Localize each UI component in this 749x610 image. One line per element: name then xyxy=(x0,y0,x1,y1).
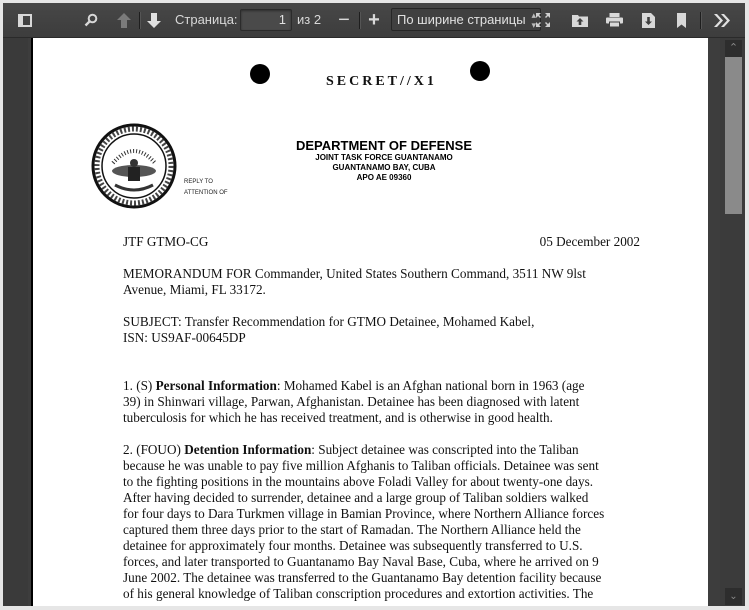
double-chevron-right-icon xyxy=(714,14,730,27)
select-arrows-icon: ▴ ▾ xyxy=(531,10,536,30)
classification-marking: SECRET//X1 xyxy=(326,74,437,89)
memo-for-line: MEMORANDUM FOR Commander, United States Southern Command, 3511 NW 9lst xyxy=(123,266,586,281)
letterhead-line: APO AE 09360 xyxy=(356,173,412,182)
toolbar xyxy=(3,3,745,38)
punch-hole xyxy=(470,61,490,81)
subject-line: ISN: US9AF-00645DP xyxy=(123,330,246,345)
zoom-select-value: По ширине страницы xyxy=(397,12,526,27)
arrow-down-icon xyxy=(147,13,161,28)
viewer-margin xyxy=(3,38,28,606)
paragraph-detention-information: 2. (FOUO) Detention Information: Subject detainee was conscripted into the Taliban because he was unable to pay five million Afghanis to Taliban officials. Detainee was sent to the fighting positions in the mountains above Foladi Valley for about twenty-one days. After having decided to surrender, detainee and a large group of Taliban soldiers walked for four days to Dara Turkmen village in Bamian Province, where Northern Alliance forces captured them three days prior to the start of Ramadan. The Northern Alliance held the detainee for approximately four months. Detainee was subsequently transferred to U.S. forces, and later transported to Guantanamo Bay Naval Base, Cuba, where he arrived on 9 June 2002. The detainee was transferred to the Guantanamo Bay detention facility because of his general knowledge of Taliban conscription procedures and extortion activities. The xyxy=(123,442,605,601)
letterhead-line: JOINT TASK FORCE GUANTANAMO xyxy=(315,153,453,162)
presentation-mode-button[interactable] xyxy=(533,3,553,37)
printer-icon xyxy=(606,13,623,27)
reply-to-label: REPLY TO ATTENTION OF xyxy=(184,179,228,196)
dod-seal-icon xyxy=(91,123,177,209)
next-page-button[interactable] xyxy=(143,3,165,37)
page-count: из 2 xyxy=(297,12,322,27)
pdf-viewer-window xyxy=(3,3,745,606)
page-label: Страница: xyxy=(175,12,238,27)
search-icon xyxy=(84,13,98,27)
scroll-up-button[interactable]: ⌃ xyxy=(725,40,742,57)
plus-icon: + xyxy=(368,8,380,31)
download-button[interactable] xyxy=(636,3,660,37)
memo-from: JTF GTMO-CG xyxy=(123,234,209,249)
letterhead xyxy=(268,139,500,183)
sidebar-toggle-button[interactable] xyxy=(13,3,37,37)
paragraph-heading: Personal Information xyxy=(155,378,277,393)
letterhead-line: GUANTANAMO BAY, CUBA xyxy=(332,163,436,172)
fullscreen-icon xyxy=(536,13,550,27)
memo-date: 05 December 2002 xyxy=(539,234,640,249)
download-file-icon xyxy=(642,13,655,28)
memo-for-line: Avenue, Miami, FL 33172. xyxy=(123,282,266,297)
toolbar-separator xyxy=(359,12,361,29)
minus-icon: − xyxy=(338,8,350,31)
page-number-input[interactable]: 1 xyxy=(240,9,292,31)
zoom-in-button[interactable] xyxy=(363,3,385,37)
find-button[interactable] xyxy=(79,3,103,37)
folder-upload-icon xyxy=(572,13,588,27)
pdf-page xyxy=(31,38,708,606)
tools-button[interactable] xyxy=(709,3,735,37)
letterhead-title: DEPARTMENT OF DEFENSE xyxy=(296,138,472,153)
bookmark-icon xyxy=(677,13,686,28)
paragraph-heading: Detention Information xyxy=(184,442,312,457)
toolbar-separator xyxy=(700,12,702,29)
open-file-button[interactable] xyxy=(568,3,592,37)
document-viewer[interactable] xyxy=(3,38,745,606)
zoom-out-button[interactable] xyxy=(333,3,355,37)
punch-hole xyxy=(250,64,270,84)
toolbar-separator xyxy=(139,12,141,29)
arrow-up-icon xyxy=(117,13,131,28)
subject-line: SUBJECT: Transfer Recommendation for GTMO Detainee, Mohamed Kabel, xyxy=(123,314,535,329)
print-button[interactable] xyxy=(601,3,627,37)
scroll-down-button[interactable]: ⌄ xyxy=(725,588,742,605)
zoom-select[interactable] xyxy=(391,8,541,31)
paragraph-personal-information: 1. (S) Personal Information: Mohamed Kabel is an Afghan national born in 1963 (age 39) in Shinwari village, Parwan, Afghanistan. Detainee has been diagnosed with latent tuberculosis for which he has received treatment, and is otherwise in good health. xyxy=(123,378,585,425)
sidebar-icon xyxy=(18,14,32,27)
previous-page-button[interactable] xyxy=(113,3,135,37)
scrollbar-thumb[interactable] xyxy=(725,57,742,214)
bookmark-button[interactable] xyxy=(671,3,691,37)
